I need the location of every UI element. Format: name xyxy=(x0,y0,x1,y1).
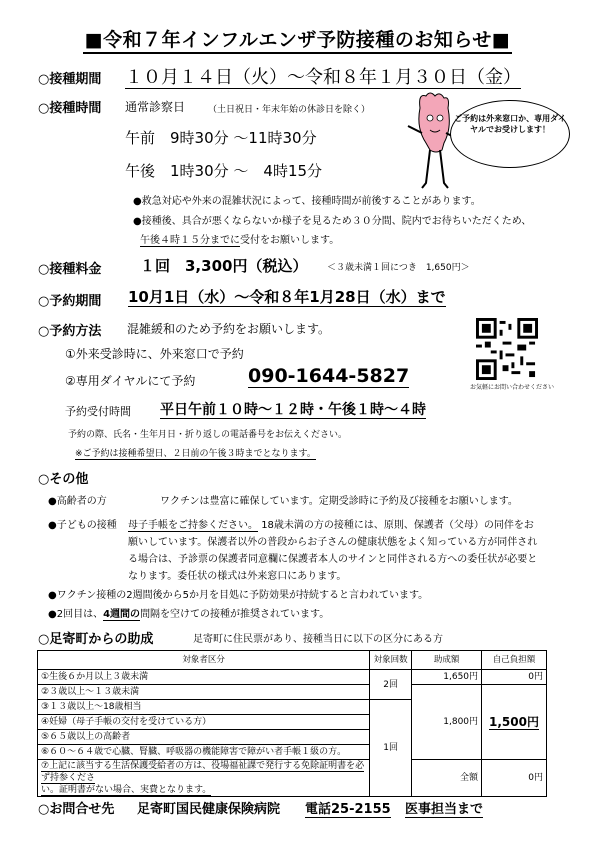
fee-note: ＜３歳未満１回につき 1,650円＞ xyxy=(327,263,470,273)
hours-am: 午前 9時30分 ～11時30分 xyxy=(125,129,317,147)
hours-pm: 午後 1時30分 ～ 4時15分 xyxy=(125,162,323,180)
method-note1: 予約の際、氏名・生年月日・折り返しの電話番号をお伝えください。 xyxy=(68,430,348,440)
reservation-bubble: ご予約は外来窓口か、専用ダイヤルでお受けします！ xyxy=(450,100,570,168)
subsidy-table xyxy=(37,650,547,797)
contact-org: 足寄町国民健康保険病院 xyxy=(137,802,281,817)
hours-note-1: ●救急対応や外来の混雑状況によって、接種時間が前後することがあります。 xyxy=(133,196,481,207)
fee-label: ○接種料金 xyxy=(38,262,102,277)
contact-label: ○お問合せ先 xyxy=(38,802,115,817)
booking-period-label: ○予約期間 xyxy=(38,294,102,309)
method-opt2: ②専用ダイヤルにて予約 xyxy=(65,374,196,388)
child-label: ●子どもの接種 xyxy=(48,520,117,531)
hours-sub: 通常診察日 xyxy=(125,100,186,114)
elderly-text: ワクチンは豊富に確保しています。定期受診時に予約及び接種をお願いします。 xyxy=(160,496,518,507)
hours-label: ○接種時間 xyxy=(38,101,102,116)
hours-note: （土日祝日・年末年始の休診日を除く） xyxy=(208,105,371,115)
self-pay-1500: 1,500円 xyxy=(482,685,547,760)
period-value: １０月１４日（火）～令和８年１月３０日（金） xyxy=(125,67,521,88)
contact-dept: 医事担当まで xyxy=(405,802,484,817)
child-line-3: る場合は、予診票の保護者同意欄に保護者本人のサインと同伴される方への委任状が必要と xyxy=(128,554,538,565)
child-line-2: 願いしています。保護者以外の普段からお子さんの健康状態をよく知っている方が同伴され xyxy=(128,537,538,548)
amount-1800: 1,800円 xyxy=(412,685,482,760)
header-subsidy: 助成額 xyxy=(412,651,482,670)
method-opt1: ①外来受診時に、外来窓口で予約 xyxy=(65,347,244,361)
count-2: 2回 xyxy=(370,670,412,700)
qr-caption: お気軽にお問い合わせください xyxy=(470,384,555,391)
hours-note-2: ●接種後、具合が悪くならないか様子を見るため３０分間、院内でお待ちいただくため、 xyxy=(133,216,532,227)
table-row: ⑦上記に該当する生活保護受給者の方は、役場福祉課で発行する免除証明書を必ず持参くださ い。証明書がない場合、実費となります。 全額 0円 xyxy=(38,760,547,797)
page-title: ■令和７年インフルエンザ予防接種のお知らせ■ xyxy=(0,25,595,52)
table-header xyxy=(38,651,547,670)
qr-code[interactable] xyxy=(476,318,538,380)
reception-hours: 平日午前１０時～１２時・午後１時～４時 xyxy=(160,402,426,418)
period-label: ○接種期間 xyxy=(38,72,102,87)
child-line-4: なります。委任状の様式は外来窓口にあります。 xyxy=(128,571,347,582)
table-row: ④妊婦（母子手帳の交付を受けている方） xyxy=(38,715,547,730)
subsidy-desc: 足寄町に住民票があり、接種当日に以下の区分にある方 xyxy=(193,634,443,645)
elderly-label: ●高齢者の方 xyxy=(48,496,107,507)
header-self-pay: 自己負担額 xyxy=(482,651,547,670)
child-line-1: 母子手帳をご持参ください。 18歳未満の方の接種には、原則、保護者（父母）の同伴をお xyxy=(128,520,534,531)
second-dose-note: ●2回目は、4週間の間隔を空けての接種が推奨されています。 xyxy=(48,609,330,620)
method-label: ○予約方法 xyxy=(38,324,102,339)
method-phone[interactable]: 090-1644-5827 xyxy=(248,365,410,387)
booking-period-value: 10月1日（水）～令和８年1月28日（水）まで xyxy=(128,288,446,306)
fee-value: １回 3,300円（税込） xyxy=(140,257,308,275)
method-note2: ※ご予約は接種希望日、２日前の午後３時までとなります。 xyxy=(75,449,316,459)
table-row: ③１３歳以上～18歳相当 1回 xyxy=(38,700,547,715)
table-row: ⑤６５歳以上の高齢者 xyxy=(38,730,547,745)
header-count: 対象回数 xyxy=(370,651,412,670)
hours-note-3: 午後４時１５分までに受付をお願いします。 xyxy=(140,235,340,246)
other-label: ○その他 xyxy=(38,472,89,487)
reception-label: 予約受付時間 xyxy=(65,405,131,418)
header-category: 対象者区分 xyxy=(38,651,370,670)
vaccine-note: ●ワクチン接種の2週間後から5か月を目処に予防効果が持続すると言われています。 xyxy=(48,590,429,601)
method-lead: 混雑緩和のため予約をお願いします。 xyxy=(127,322,331,336)
count-1: 1回 xyxy=(370,700,412,797)
table-row: ⑥６０～６４歳で心臓、腎臓、呼吸器の機能障害で障がい者手帳１級の方。 xyxy=(38,745,547,760)
table-row: ②３歳以上～１３歳未満 1,800円 1,500円 xyxy=(38,685,547,700)
contact-tel[interactable]: 電話25-2155 xyxy=(305,802,391,817)
table-row: ①生後６か月以上３歳未満 2回 1,650円 0円 xyxy=(38,670,547,685)
subsidy-label: ○足寄町からの助成 xyxy=(38,632,154,647)
